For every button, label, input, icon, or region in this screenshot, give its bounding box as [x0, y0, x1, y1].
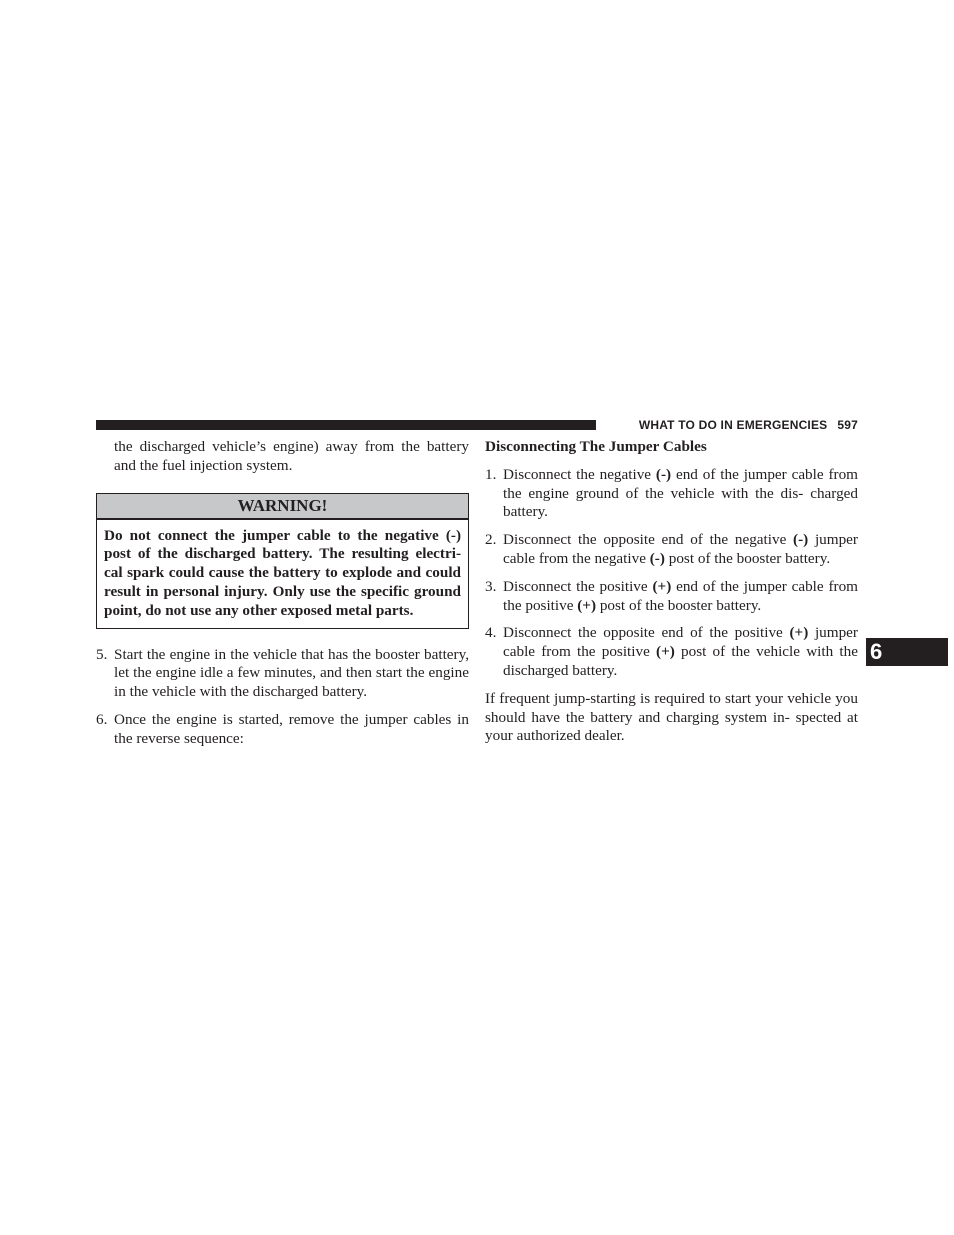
step-text-part: end of the jumper cable from the positive — [503, 577, 858, 614]
step-number: 1. — [485, 465, 497, 483]
left-column — [96, 438, 469, 749]
chapter-tab: 6 — [866, 638, 948, 666]
list-item — [485, 578, 858, 616]
polarity-symbol: (-) — [649, 549, 665, 567]
polarity-symbol: (+) — [656, 643, 675, 661]
closing-paragraph: If frequent jump-starting is required to start your vehicle you should have the battery and charging system in- spected at your authorized dealer. — [485, 689, 858, 745]
list-item — [96, 711, 469, 749]
list-item — [96, 646, 469, 702]
right-column — [485, 438, 858, 746]
polarity-symbol: (+) — [789, 624, 809, 642]
step-text — [503, 624, 858, 680]
step-number: 4. — [485, 624, 497, 642]
warning-body: Do not connect the jumper cable to the negative (-) post of the discharged battery. The resulting electri- cal spark could cause the battery to explode and could result in personal injury. Only use the specific ground point, do not use any other exposed metal parts. — [104, 526, 461, 619]
continuation-paragraph: the discharged vehicle’s engine) away from the battery and the fuel injection system. — [114, 438, 469, 474]
list-item — [485, 531, 858, 569]
step-text-part: post of the booster battery. — [596, 596, 762, 614]
step-text-part: Disconnect the opposite end of the negative — [503, 531, 794, 549]
polarity-symbol: (-) — [793, 531, 809, 549]
step-text-part: jumper cable from the negative — [503, 531, 858, 567]
running-header — [600, 417, 858, 433]
section-title: WHAT TO DO IN EMERGENCIES — [638, 418, 828, 432]
step-text-part: Disconnect the positive — [503, 577, 653, 595]
polarity-symbol: (+) — [652, 577, 672, 595]
page-number: 597 — [837, 418, 858, 432]
step-text-part: Disconnect the opposite end of the positive — [503, 624, 790, 642]
step-text-part: post of the booster battery. — [664, 549, 831, 567]
step-number: 3. — [485, 577, 497, 595]
step-number: 2. — [485, 531, 497, 549]
step-text-part: post of the vehicle with the discharged battery. — [503, 643, 858, 679]
step-text-part: jumper cable from the positive — [503, 624, 858, 661]
polarity-symbol: (-) — [655, 465, 672, 483]
polarity-symbol: (+) — [577, 596, 597, 614]
step-number: 6. — [96, 710, 108, 728]
subheading: Disconnecting The Jumper Cables — [485, 438, 707, 455]
step-number: 5. — [96, 645, 108, 663]
warning-box — [96, 493, 469, 629]
warning-title: WARNING! — [97, 494, 468, 520]
step-text-part: end of the jumper cable from the engine ground of the vehicle with the dis- charged battery. — [503, 465, 858, 521]
step-text — [503, 466, 858, 522]
list-item — [485, 624, 858, 680]
step-text-part: Disconnect the negative — [503, 465, 656, 483]
list-item — [485, 466, 858, 522]
step-text: Start the engine in the vehicle that has the booster battery, let the engine idle a few minutes, and then start the engine in the vehicle with the discharged battery. — [114, 645, 469, 701]
step-text: Once the engine is started, remove the jumper cables in the reverse sequence: — [114, 710, 469, 747]
step-text — [503, 578, 858, 616]
step-text — [503, 531, 858, 569]
header-rule — [96, 420, 596, 430]
